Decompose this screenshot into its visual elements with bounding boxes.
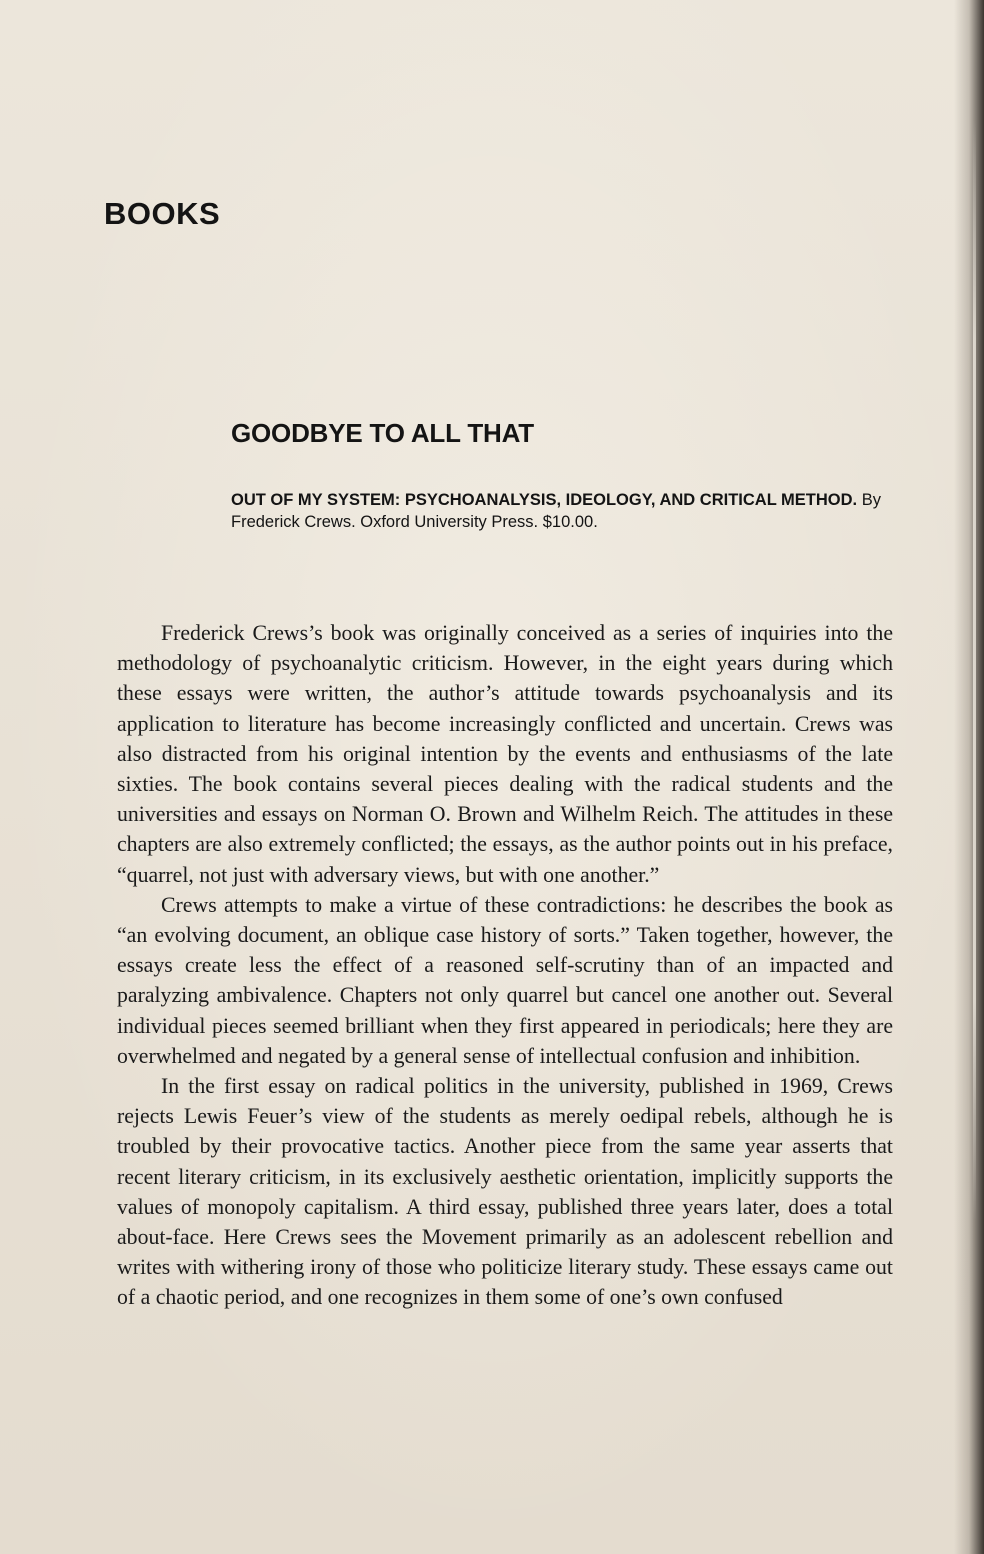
section-label: BOOKS [104,196,221,231]
book-details: By Frederick Crews. Oxford University Press. $10.00. [231,491,881,531]
article-title: GOODBYE TO ALL THAT [231,418,534,448]
body-paragraph: In the first essay on radical politics in the university, published in 1969, Crews rejects Lewis Feuer’s view of the students as merely oedipal rebels, although he is troubled by their provocative tactics. Another piece from the same year asserts that recent literary criticism, in its exclusively aesthetic orientation, implicitly supports the values of monopoly capitalism. A third essay, published three years later, does a total about-face. Here Crews sees the Movement primarily as an adolescent rebellion and writes with withering irony of those who politicize literary study. These essays came out of a chaotic period, and one recognizes in them some of one’s own confused [117,1074,893,1310]
article-body [117,618,893,1313]
reverse-page-showthrough [108,90,898,201]
body-paragraph: Frederick Crews’s book was originally conceived as a series of inquiries into the methodology of psychoanalytic criticism. However, in the eight years during which these essays were written, the author’s attitude towards psychoanalysis and its application to literature has become increasingly conflicted and uncertain. Crews was also distracted from his original intention by the events and enthusiasms of the late sixties. The book contains several pieces dealing with the radical students and the universities and essays on Norman O. Brown and Wilhelm Reich. The attitudes in these chapters are also extremely conflicted; the essays, as the author points out in his preface, “quarrel, not just with adversary views, but with one another.” [117,621,893,887]
body-paragraph: Crews attempts to make a virtue of these contradictions: he describes the book as “an evolving document, an oblique case history of sorts.” Taken together, however, the essays create less the effect of a reasoned self-scrutiny than of an impacted and paralyzing ambivalence. Chapters not only quarrel but cancel one another out. Several individual pieces seemed brilliant when they first appeared in periodicals; here they are overwhelmed and negated by a general sense of intellectual confusion and inhibition. [117,892,893,1068]
book-title: OUT OF MY SYSTEM: PSYCHOANALYSIS, IDEOLOGY, AND CRITICAL METHOD. [231,491,858,509]
page-edge-shadow [954,0,984,1554]
book-citation [231,489,895,533]
page-edge-highlight [973,120,976,1220]
